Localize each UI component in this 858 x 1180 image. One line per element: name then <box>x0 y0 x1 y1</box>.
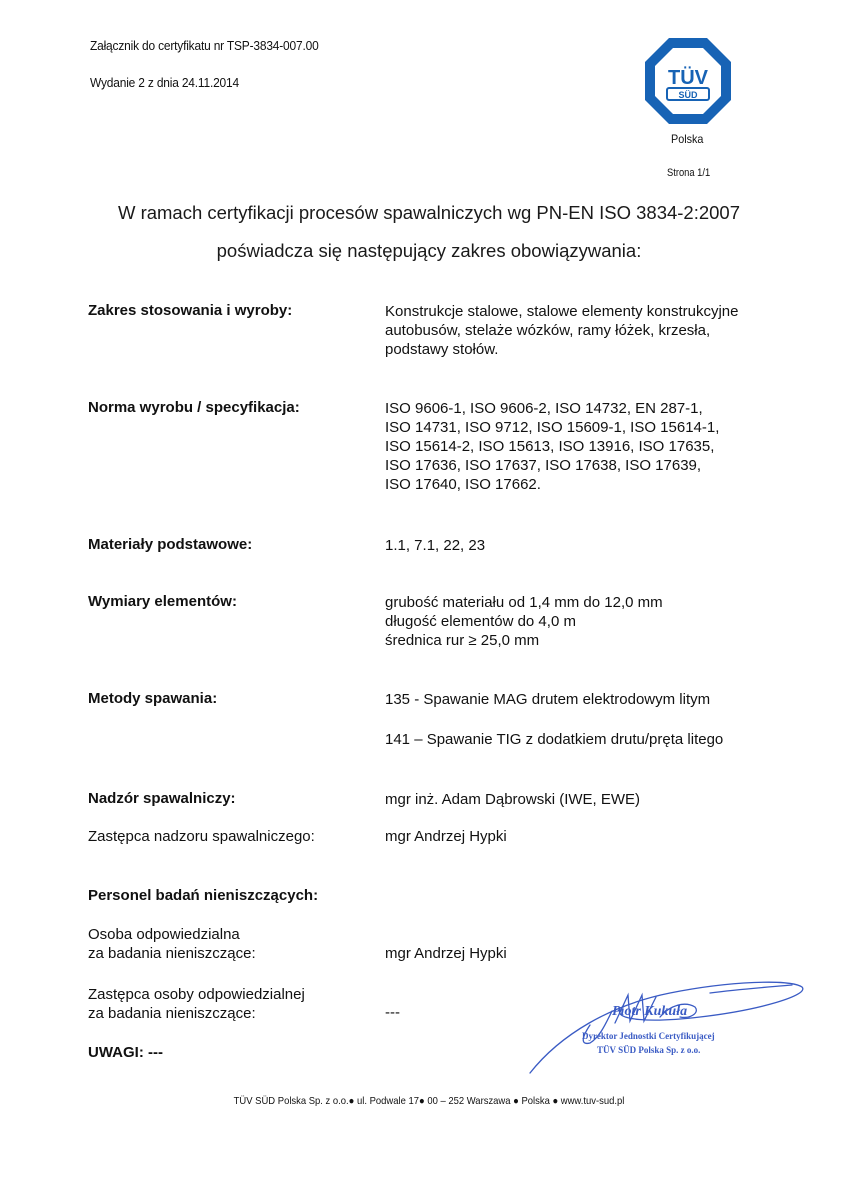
supervision-label: Nadzór spawalniczy: <box>88 790 236 807</box>
ndt-responsible-label-line: Osoba odpowiedzialna <box>88 926 240 943</box>
document-subtitle: poświadcza się następujący zakres obowiązywania: <box>216 240 642 261</box>
logo-country: Polska <box>671 132 704 146</box>
scope-line: autobusów, stelaże wózków, ramy łóżek, krzesła, <box>385 322 711 339</box>
tuv-sud-logo <box>643 36 733 126</box>
ndt-responsible-value: mgr Andrzej Hypki <box>385 945 507 962</box>
standards-value <box>385 399 719 494</box>
scope-value <box>385 302 739 359</box>
remarks: UWAGI: --- <box>88 1044 163 1061</box>
ndt-deputy-label-line: Zastępca osoby odpowiedzialnej <box>88 986 305 1003</box>
edition-date: Wydanie 2 z dnia 24.11.2014 <box>90 75 239 90</box>
dimension-line: średnica rur ≥ 25,0 mm <box>385 632 540 649</box>
scope-label: Zakres stosowania i wyroby: <box>88 302 293 319</box>
scope-line: podstawy stołów. <box>385 341 499 358</box>
ndt-responsible-label <box>88 925 256 963</box>
supervision-value: mgr inż. Adam Dąbrowski (IWE, EWE) <box>385 791 641 808</box>
deputy-supervision-value: mgr Andrzej Hypki <box>385 828 507 845</box>
standards-line: ISO 17640, ISO 17662. <box>385 476 541 493</box>
materials-label: Materiały podstawowe: <box>88 536 253 553</box>
handwritten-signature <box>520 965 810 1080</box>
signature-name-stamp: Piotr Kukuła <box>612 1004 688 1019</box>
ndt-personnel-heading: Personel badań nieniszczących: <box>88 887 319 904</box>
scope-line: Konstrukcje stalowe, stalowe elementy konstrukcyjne <box>385 303 739 320</box>
deputy-supervision-label: Zastępca nadzoru spawalniczego: <box>88 828 315 845</box>
ndt-deputy-label <box>88 985 305 1023</box>
signature-role-stamp: Dyrektor Jednostki Certyfikującej <box>582 1031 715 1041</box>
footer-address: TÜV SÜD Polska Sp. z o.o.● ul. Podwale 17● 00 – 252 Warszawa ● Polska ● www.tuv-sud.pl <box>233 1095 625 1107</box>
welding-methods-label: Metody spawania: <box>88 690 218 707</box>
ndt-deputy-label-line: za badania nieniszczące: <box>88 1005 256 1022</box>
welding-method-item: 141 – Spawanie TIG z dodatkiem drutu/pręta litego <box>385 731 724 748</box>
ndt-responsible-label-line: za badania nieniszczące: <box>88 945 256 962</box>
standards-line: ISO 9606-1, ISO 9606-2, ISO 14732, EN 287-1, <box>385 400 703 417</box>
dimensions-label: Wymiary elementów: <box>88 593 237 610</box>
welding-method-item: 135 - Spawanie MAG drutem elektrodowym litym <box>385 691 711 708</box>
document-title: W ramach certyfikacji procesów spawalniczych wg PN-EN ISO 3834-2:2007 <box>117 202 741 223</box>
materials-value: 1.1, 7.1, 22, 23 <box>385 537 486 554</box>
signature-company-stamp: TÜV SÜD Polska Sp. z o.o. <box>597 1045 701 1055</box>
standards-line: ISO 15614-2, ISO 15613, ISO 13916, ISO 17635, <box>385 438 715 455</box>
dimension-line: długość elementów do 4,0 m <box>385 613 576 630</box>
dimensions-value <box>385 593 663 650</box>
logo-brand-text: TÜV <box>668 67 708 89</box>
standards-line: ISO 14731, ISO 9712, ISO 15609-1, ISO 15614-1, <box>385 419 720 436</box>
ndt-deputy-value: --- <box>385 1004 400 1021</box>
logo-sub-text: SÜD <box>678 90 698 100</box>
page-number: Strona 1/1 <box>667 167 711 179</box>
certificate-attachment-reference: Załącznik do certyfikatu nr TSP-3834-007.00 <box>90 38 319 53</box>
standards-line: ISO 17636, ISO 17637, ISO 17638, ISO 17639, <box>385 457 702 474</box>
dimension-line: grubość materiału od 1,4 mm do 12,0 mm <box>385 594 663 611</box>
standards-label: Norma wyrobu / specyfikacja: <box>88 399 300 416</box>
